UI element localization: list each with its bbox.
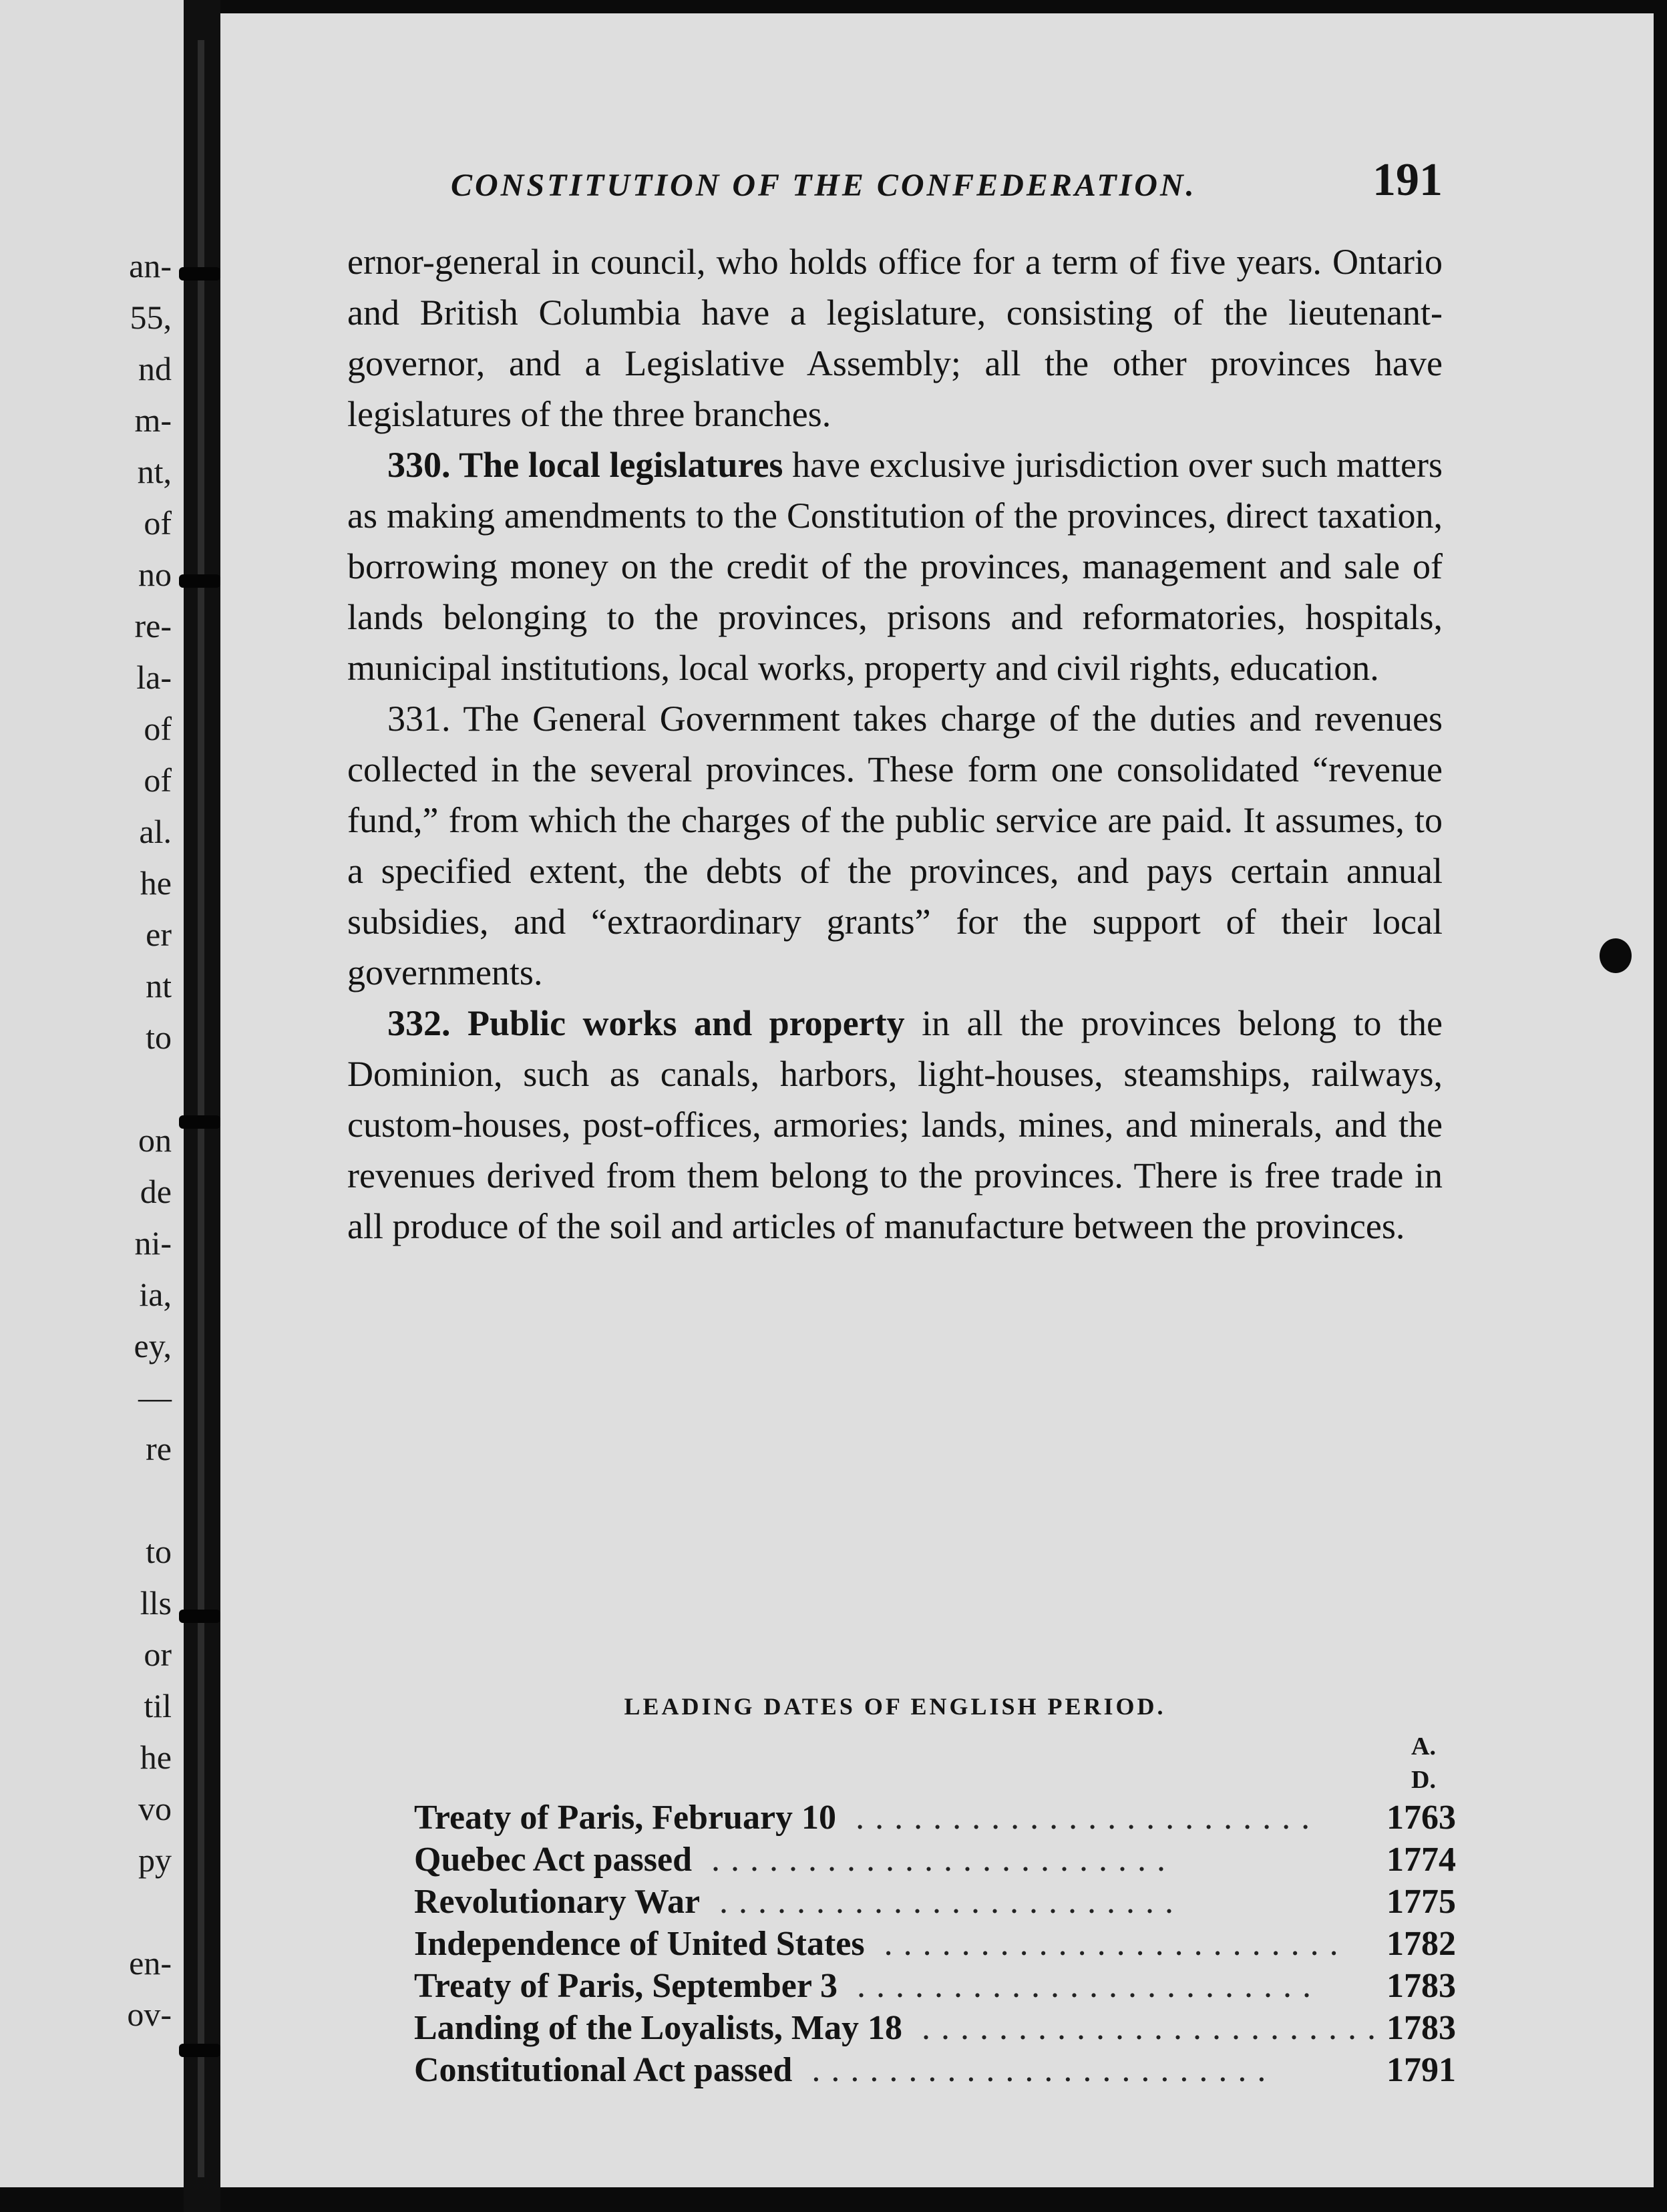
date-year: 1782 [1386, 1925, 1456, 1963]
ink-smudge [1600, 938, 1632, 973]
left-page-fragment: no [138, 556, 172, 593]
date-event-cell [414, 2049, 1386, 2091]
binding-stitch [179, 2044, 220, 2057]
book-page [220, 13, 1654, 2187]
page-content [347, 154, 1456, 2089]
date-event-cell [414, 1839, 1386, 1881]
date-event-cell [414, 1881, 1386, 1923]
left-page-fragment: al. [139, 813, 172, 850]
left-page-fragment: of [144, 761, 172, 799]
left-page-fragment: m- [134, 401, 172, 439]
date-event: Revolutionary War [414, 1883, 701, 1921]
left-page-fragment: la- [136, 659, 172, 696]
dot-leader: ........................ [837, 1967, 1322, 2005]
left-page-fragment: til [144, 1687, 172, 1724]
date-row [414, 1797, 1456, 1839]
paragraph-text: have exclusive jurisdiction over such matters as making amendments to the Constitution of the provinces, direct taxation, borrowing money on the credit of the provinces, management and sale of lands belonging to the provinces, prisons and reformatories, hospitals, municipal institutions, local works, property and civil rights, education. [347, 445, 1443, 688]
left-page-fragment: py [138, 1841, 172, 1879]
page-number: 191 [1372, 154, 1443, 206]
paragraph-lead: 332. Public works and property [387, 1003, 905, 1043]
paragraph-continued [347, 236, 1443, 439]
binding-stitch [179, 1610, 220, 1623]
paragraph-text: in all the provinces belong to the Dominion, such as canals, harbors, light-houses, steamships, railways, custom-houses, post-offices, armories; lands, mines, and minerals, and the revenues derived from them belong to the provinces. There is free trade in all produce of the soil and articles of manufacture between the provinces. [347, 1003, 1443, 1246]
date-year: 1774 [1386, 1841, 1456, 1879]
left-page-fragment: en- [129, 1944, 172, 1982]
paragraph-text: ernor-general in council, who holds office for a term of five years. Ontario and British Columbia have a legislature, consisting of the lieutenant-governor, and a Legislative Assembly; all the other provinces have legislatures of the three branches. [347, 242, 1443, 434]
date-year: 1783 [1386, 1967, 1456, 2005]
date-row [414, 2007, 1456, 2049]
event-column-header [414, 1730, 1386, 1797]
year-column-header: A. D. [1411, 1732, 1436, 1794]
left-page-fragment: ni- [134, 1224, 172, 1262]
left-page-fragment: de [140, 1173, 172, 1210]
date-event: Constitutional Act passed [414, 2051, 793, 2089]
left-page-fragment: — [138, 1378, 172, 1416]
left-page-fragment [0, 1886, 184, 1938]
date-event-cell [414, 1797, 1386, 1839]
left-page-fragment: er [146, 916, 172, 953]
date-event-cell [414, 1965, 1386, 2007]
left-page-fragment: ov- [127, 1996, 172, 2033]
date-row [414, 2049, 1456, 2091]
running-head-title: CONSTITUTION OF THE CONFEDERATION. [451, 168, 1197, 203]
dot-leader: ........................ [700, 1883, 1185, 1921]
binding-stitch [179, 574, 220, 588]
left-page-fragment: ey, [134, 1327, 172, 1364]
left-page-fragment: he [140, 864, 172, 902]
left-page-fragment: of [144, 504, 172, 542]
date-year: 1763 [1386, 1799, 1456, 1837]
dates-table [414, 1730, 1456, 2091]
left-page-fragment: to [146, 1533, 172, 1570]
left-page-fragment: re [146, 1430, 172, 1467]
dot-leader: ........................ [864, 1925, 1349, 1963]
left-page-fragment: or [144, 1636, 172, 1673]
paragraph-331 [347, 693, 1443, 998]
running-head [347, 154, 1443, 220]
leading-dates-section [347, 1683, 1456, 2091]
left-page-fragment: ia, [139, 1276, 172, 1313]
paragraph-text: 331. The General Government takes charge of the duties and revenues collected in the several provinces. These form one consolidated “revenue fund,” from which the charges of the public service are paid. It assumes, to a specified extent, the debts of the provinces, and pays certain annual subsidies, and “extraordinary grants” for the support of their local governments. [347, 699, 1443, 992]
left-page-fragment: of [144, 710, 172, 747]
left-page-fragment: he [140, 1738, 172, 1776]
left-page-fragments [0, 240, 184, 2040]
left-page-fragment: an- [129, 247, 172, 285]
dot-leader: ........................ [902, 2009, 1386, 2047]
date-event: Landing of the Loyalists, May 18 [414, 2009, 902, 2047]
dot-leader: ........................ [792, 2051, 1277, 2089]
date-row [414, 1839, 1456, 1881]
date-event: Independence of United States [414, 1925, 865, 1963]
binding-stitch [179, 267, 220, 281]
left-page-fragment: on [138, 1121, 172, 1159]
left-page-fragment: to [146, 1019, 172, 1056]
date-year: 1775 [1386, 1883, 1456, 1921]
binding-stitch [179, 1115, 220, 1129]
left-page-fragment: nt, [137, 453, 172, 490]
paragraph-332 [347, 998, 1443, 1252]
date-event-cell [414, 1923, 1386, 1965]
date-year: 1791 [1386, 2051, 1456, 2089]
dates-heading: LEADING DATES OF ENGLISH PERIOD. [624, 1693, 1166, 1720]
date-event: Treaty of Paris, September 3 [414, 1967, 838, 2005]
left-page-fragment [0, 1475, 184, 1526]
left-page-fragment: vo [138, 1790, 172, 1827]
left-page-fragment: nd [138, 350, 172, 387]
date-event: Quebec Act passed [414, 1841, 692, 1879]
date-event: Treaty of Paris, February 10 [414, 1799, 837, 1837]
paragraph-lead: 330. The local legislatures [387, 445, 783, 485]
left-page-fragment: nt [146, 967, 172, 1004]
left-page-fragment: 55, [130, 299, 172, 336]
left-page-fragment [0, 1063, 184, 1115]
date-year: 1783 [1386, 2009, 1456, 2047]
dot-leader: ........................ [692, 1841, 1176, 1879]
dot-leader: ........................ [836, 1799, 1321, 1837]
dates-header-row [414, 1730, 1456, 1797]
left-page-fragment: re- [134, 607, 172, 644]
date-event-cell [414, 2007, 1386, 2049]
paragraph-330 [347, 439, 1443, 693]
left-page-fragment: lls [140, 1584, 172, 1622]
left-page-edge [0, 0, 184, 2187]
date-row [414, 1923, 1456, 1965]
date-row [414, 1881, 1456, 1923]
dates-body [414, 1797, 1456, 2091]
date-row [414, 1965, 1456, 2007]
binding-thread [198, 40, 204, 2177]
